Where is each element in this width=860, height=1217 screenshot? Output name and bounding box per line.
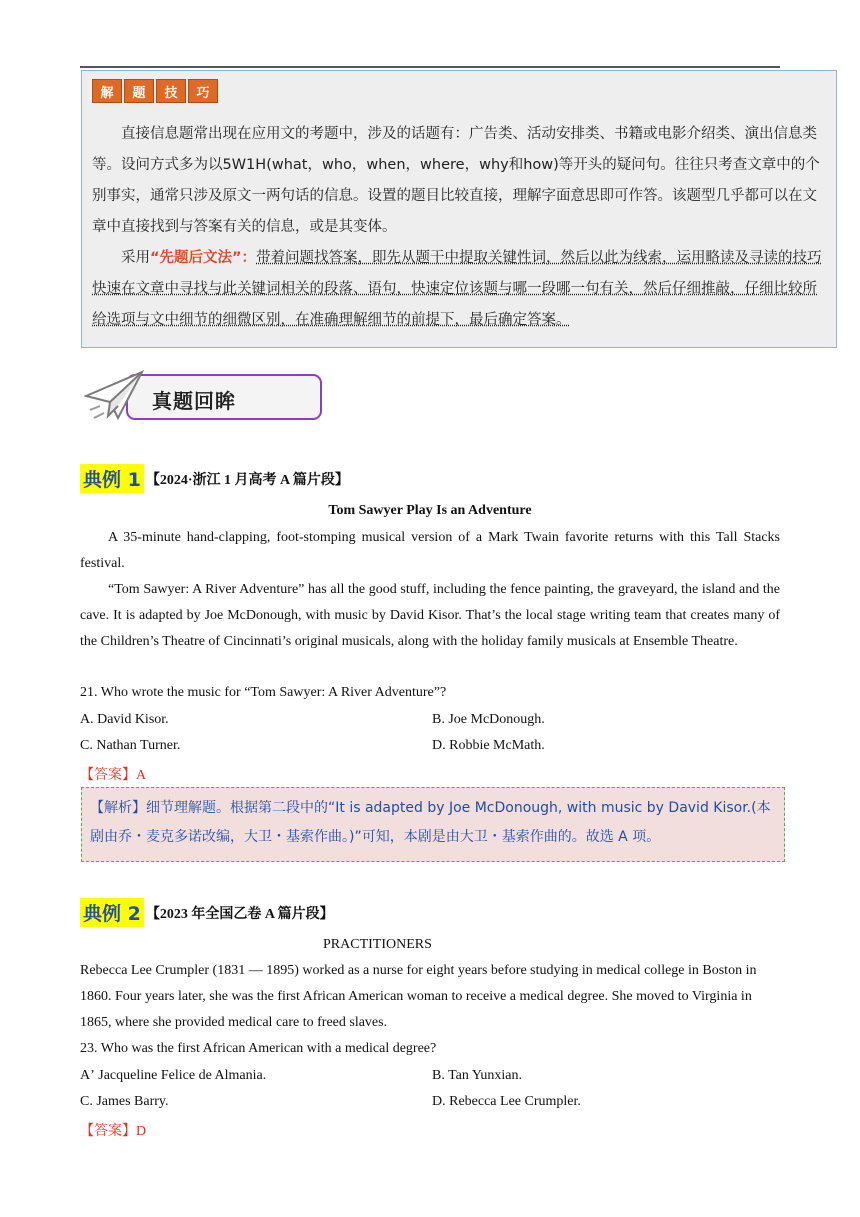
top-rule <box>80 66 780 68</box>
option-a: Aʼ Jacqueline Felice de Almania. <box>80 1068 267 1083</box>
tip-tag: 技 <box>156 79 186 103</box>
tip-tag: 巧 <box>188 79 218 103</box>
passage-paragraph-1: Rebecca Lee Crumpler (1831 — 1895) worked as a nurse for eight years before studying in medical college in Boston in 1860. Four years later, she was the first African American woman to receive a medical degree. She moved to Virginia in 1865, where she provided medical care to freed slaves. <box>80 963 757 1030</box>
example-2-header <box>80 898 334 927</box>
method-highlight: “先题后文法”： <box>150 250 257 266</box>
section-banner <box>84 366 284 424</box>
passage-title: Tom Sawyer Play Is an Adventure <box>328 503 532 518</box>
tips-text <box>92 119 822 336</box>
example-tag: 典例 1 <box>80 464 144 493</box>
tip-tag: 解 <box>92 79 122 103</box>
example-tag: 典例 2 <box>80 898 144 927</box>
tips-paragraph-2 <box>92 243 822 336</box>
option-a: A. David Kisor. <box>80 712 169 727</box>
tips-box <box>81 70 837 348</box>
option-d: D. Rebecca Lee Crumpler. <box>432 1094 581 1109</box>
question-21: 21. Who wrote the music for “Tom Sawyer: A River Adventure”? <box>80 685 447 700</box>
passage-title: PRACTITIONERS <box>323 937 432 952</box>
option-c: C. Nathan Turner. <box>80 738 181 753</box>
example-source: 【2023 年全国乙卷 A 篇片段】 <box>145 906 334 922</box>
tips-para2-prefix: 采用 <box>121 250 150 266</box>
answer-line <box>80 1120 146 1140</box>
example-1-header <box>80 464 349 493</box>
example-source: 【2024·浙江 1 月高考 A 篇片段】 <box>145 472 349 488</box>
answer-label: 【答案】 <box>80 1123 136 1139</box>
answer-value: A <box>136 768 147 783</box>
banner-label: 真题回眸 <box>152 389 236 413</box>
paper-plane-icon <box>84 366 154 424</box>
option-b: B. Tan Yunxian. <box>432 1068 523 1083</box>
tips-tag-group <box>92 79 218 103</box>
analysis-box: 【解析】细节理解题。根据第二段中的“It is adapted by Joe McDonough, with music by David Kisor.(本剧由乔・麦克多诺改编，大卫・基索作曲。)”可知，本剧是由大卫・基索作曲的。故选 A 项。 <box>81 787 785 862</box>
question-23: 23. Who was the first African American with a medical degree? <box>80 1041 437 1056</box>
option-d: D. Robbie McMath. <box>432 738 545 753</box>
passage-paragraph-1: A 35-minute hand-clapping, foot-stomping musical version of a Mark Twain favorite returns with this Tall Stacks festival. <box>80 530 780 571</box>
tips-para2-rest: 带着问题找答案，即先从题干中提取关键性词，然后以此为线索，运用略读及寻读的技巧快速在文章中寻找与此关键词相关的段落、语句，快速定位该题与哪一段哪一句有关，然后仔细推敲，仔细比较所给选项与文中细节的细微区别，在准确理解细节的前提下，最后确定答案。 <box>92 250 822 328</box>
passage-paragraph-2: “Tom Sawyer: A River Adventure” has all the good stuff, including the fence painting, the graveyard, the island and the cave. It is adapted by Joe McDonough, with music by David Kisor. That’s the local stage writing team that creates many of the Children’s Theatre of Cincinnati’s original musicals, along with the holiday family musicals at Ensemble Theatre. <box>80 582 780 649</box>
answer-value: D <box>136 1124 147 1139</box>
option-c: C. James Barry. <box>80 1094 169 1109</box>
answer-label: 【答案】 <box>80 767 136 783</box>
answer-line <box>80 764 146 784</box>
tip-tag: 题 <box>124 79 154 103</box>
tips-paragraph-1: 直接信息题常出现在应用文的考题中，涉及的话题有：广告类、活动安排类、书籍或电影介绍类、演出信息类等。设问方式多为以5W1H(what，who，when，where，why和how)等开头的疑问句。往往只考查文章中的个别事实，通常只涉及原文一两句话的信息。设置的题目比较直接，理解字面意思即可作答。该题型几乎都可以在文章中直接找到与答案有关的信息，或是其变体。 <box>92 126 820 235</box>
option-b: B. Joe McDonough. <box>432 712 545 727</box>
